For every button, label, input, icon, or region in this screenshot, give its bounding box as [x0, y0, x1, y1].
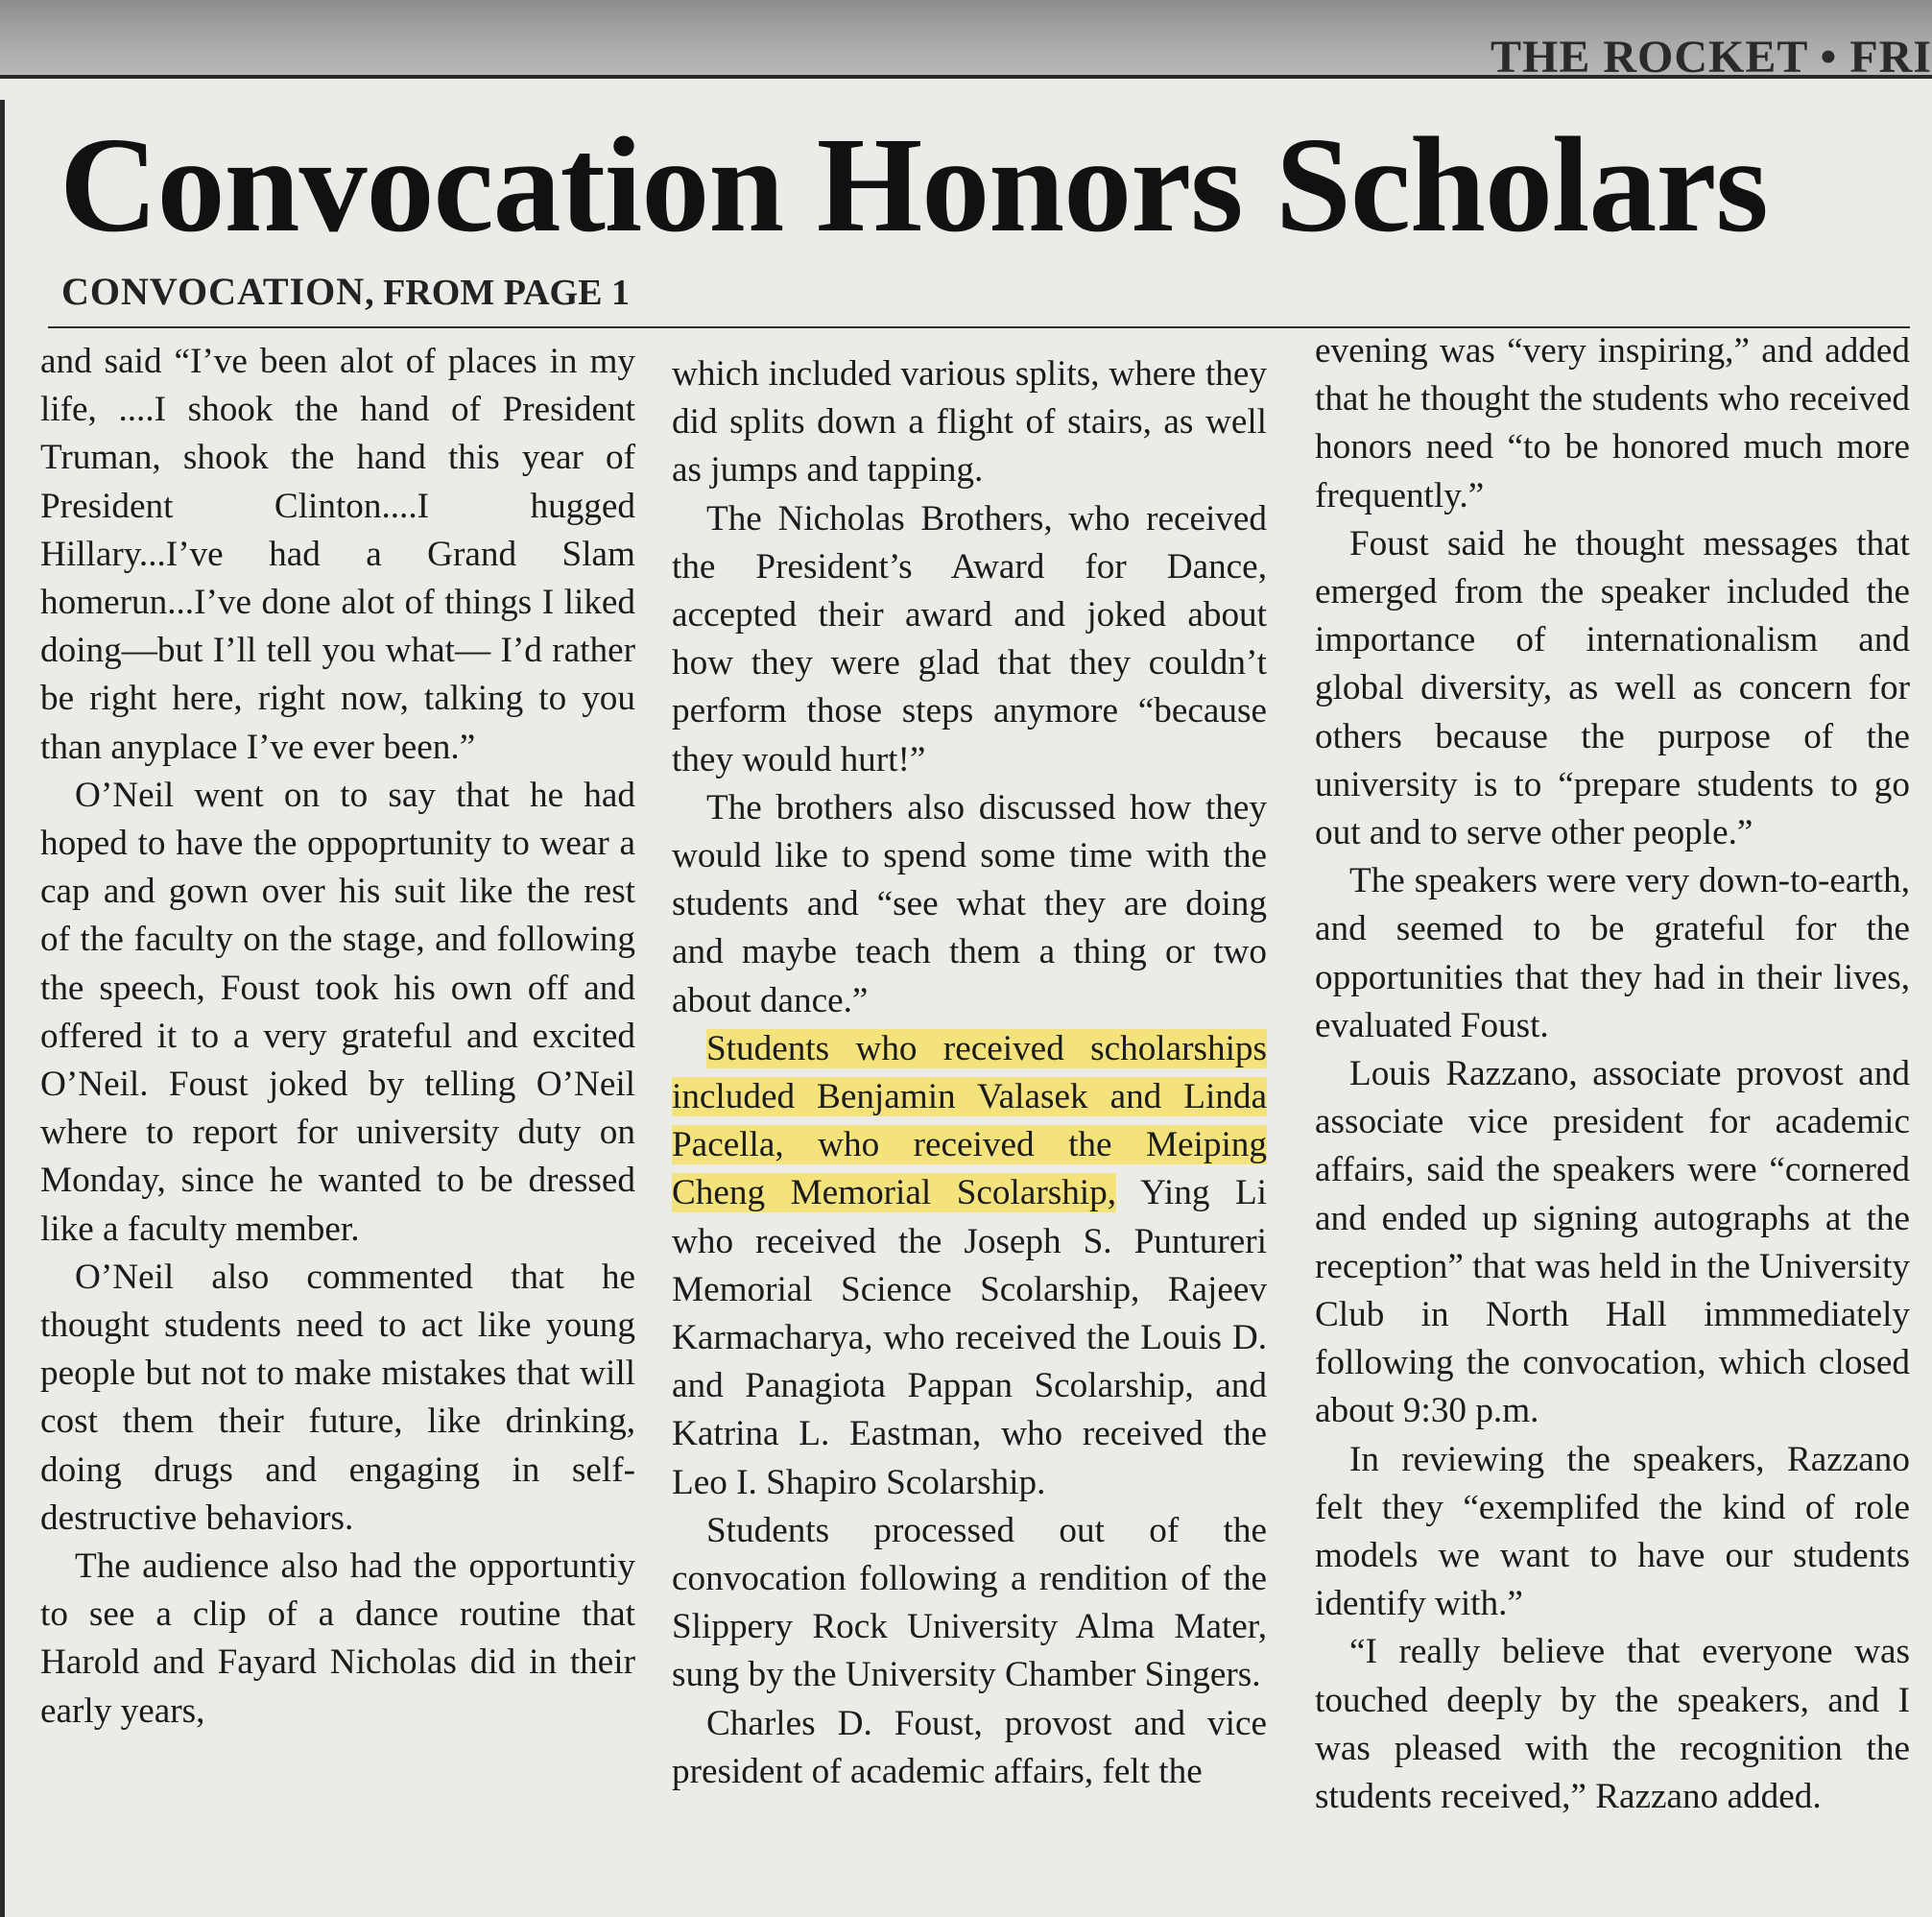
- paragraph: Students processed out of the convocation following a rendition of the Slippery Rock University Alma Mater, sung by the University Chamber Singers.: [672, 1510, 1267, 1695]
- jump-kicker: CONVOCATION: [61, 270, 366, 313]
- paragraph: which included various splits, where they did splits down a flight of stairs, as well as jumps and tapping.: [672, 354, 1267, 491]
- running-head: THE ROCKET • FRI: [1491, 32, 1932, 83]
- paragraph: O’Neil went on to say that he had hoped to have the oppoprtunity to wear a cap and gown over his suit like the rest of the faculty on the stage, and following the speech, Foust took his own off and offered it to a very grateful and excited O’Neil. Foust joked by telling O’Neil where to report for university duty on Monday, since he wanted to be dressed like a faculty member.: [40, 775, 635, 1249]
- paragraph: The Nicholas Brothers, who received the President’s Award for Dance, accepted their award and joked about how they were glad that they couldn’t perform those steps anymore “because they would hurt!”: [672, 498, 1267, 779]
- paragraph: In reviewing the speakers, Razzano felt they “exemplifed the kind of role models we want to have our students identify with.”: [1315, 1439, 1910, 1624]
- paragraph-scholarships: [672, 1025, 1267, 1507]
- paragraph: O’Neil also commented that he thought students need to act like young people but not to make mistakes that will cost them their future, like drinking, doing drugs and engaging in self-destructive behaviors.: [40, 1257, 635, 1538]
- jump-line: [61, 269, 630, 314]
- left-border-rule: [0, 100, 5, 1917]
- paragraph: Charles D. Foust, provost and vice president of academic affairs, felt the: [672, 1703, 1267, 1791]
- paragraph: Louis Razzano, associate provost and associate vice president for academic affairs, said the speakers were “cornered and ended up signing autographs at the reception” that was held in the University Club in North Hall immmediately following the convocation, which closed about 9:30 p.m.: [1315, 1054, 1910, 1431]
- column-3: [1315, 327, 1910, 1821]
- paragraph: The audience also had the opportuntiy to see a clip of a dance routine that Harold and Fayard Nicholas did in their early years,: [40, 1546, 635, 1731]
- paragraph: evening was “very inspiring,” and added that he thought the students who received honors need “to be honored much more frequently.”: [1315, 331, 1910, 515]
- paragraph: The speakers were very down-to-earth, and seemed to be grateful for the opportunities that they had in their lives, evaluated Foust.: [1315, 861, 1910, 1045]
- column-1: [40, 338, 635, 1736]
- paragraph: The brothers also discussed how they would like to spend some time with the students and “see what they are doing and maybe teach them a thing or two about dance.”: [672, 787, 1267, 1020]
- paragraph-text: Ying Li who received the Joseph S. Puntureri Memorial Science Scolarship, Rajeev Karmacharya, who received the Louis D. and Panagiota Pappan Scolarship, and Katrina L. Eastman, who received the Leo I. Shapiro Scolarship.: [672, 1173, 1267, 1502]
- headline: Convocation Honors Scholars: [60, 108, 1768, 260]
- paragraph: Foust said he thought messages that emerged from the speaker included the importance of internationalism and global diversity, as well as concern for others because the purpose of the university is to “prepare students to go out and to serve other people.”: [1315, 523, 1910, 853]
- highlighted-text: Students who received scholarships included Benjamin Valasek and Linda Pacella, who received the Meiping Cheng Memorial Scolarship,: [672, 1028, 1267, 1213]
- paragraph: “I really believe that everyone was touched deeply by the speakers, and I was pleased with the recognition the students received,” Razzano added.: [1315, 1632, 1910, 1817]
- jump-page-ref: , FROM PAGE 1: [365, 273, 630, 313]
- column-2: [672, 350, 1267, 1796]
- paragraph: and said “I’ve been alot of places in my life, ....I shook the hand of President Truman, shook the hand this year of President Clinton....I hugged Hillary...I’ve had a Grand Slam homerun...I’ve done alot of things I liked doing—but I’ll tell you what— I’d rather be right here, right now, talking to you than anyplace I’ve ever been.”: [40, 342, 635, 767]
